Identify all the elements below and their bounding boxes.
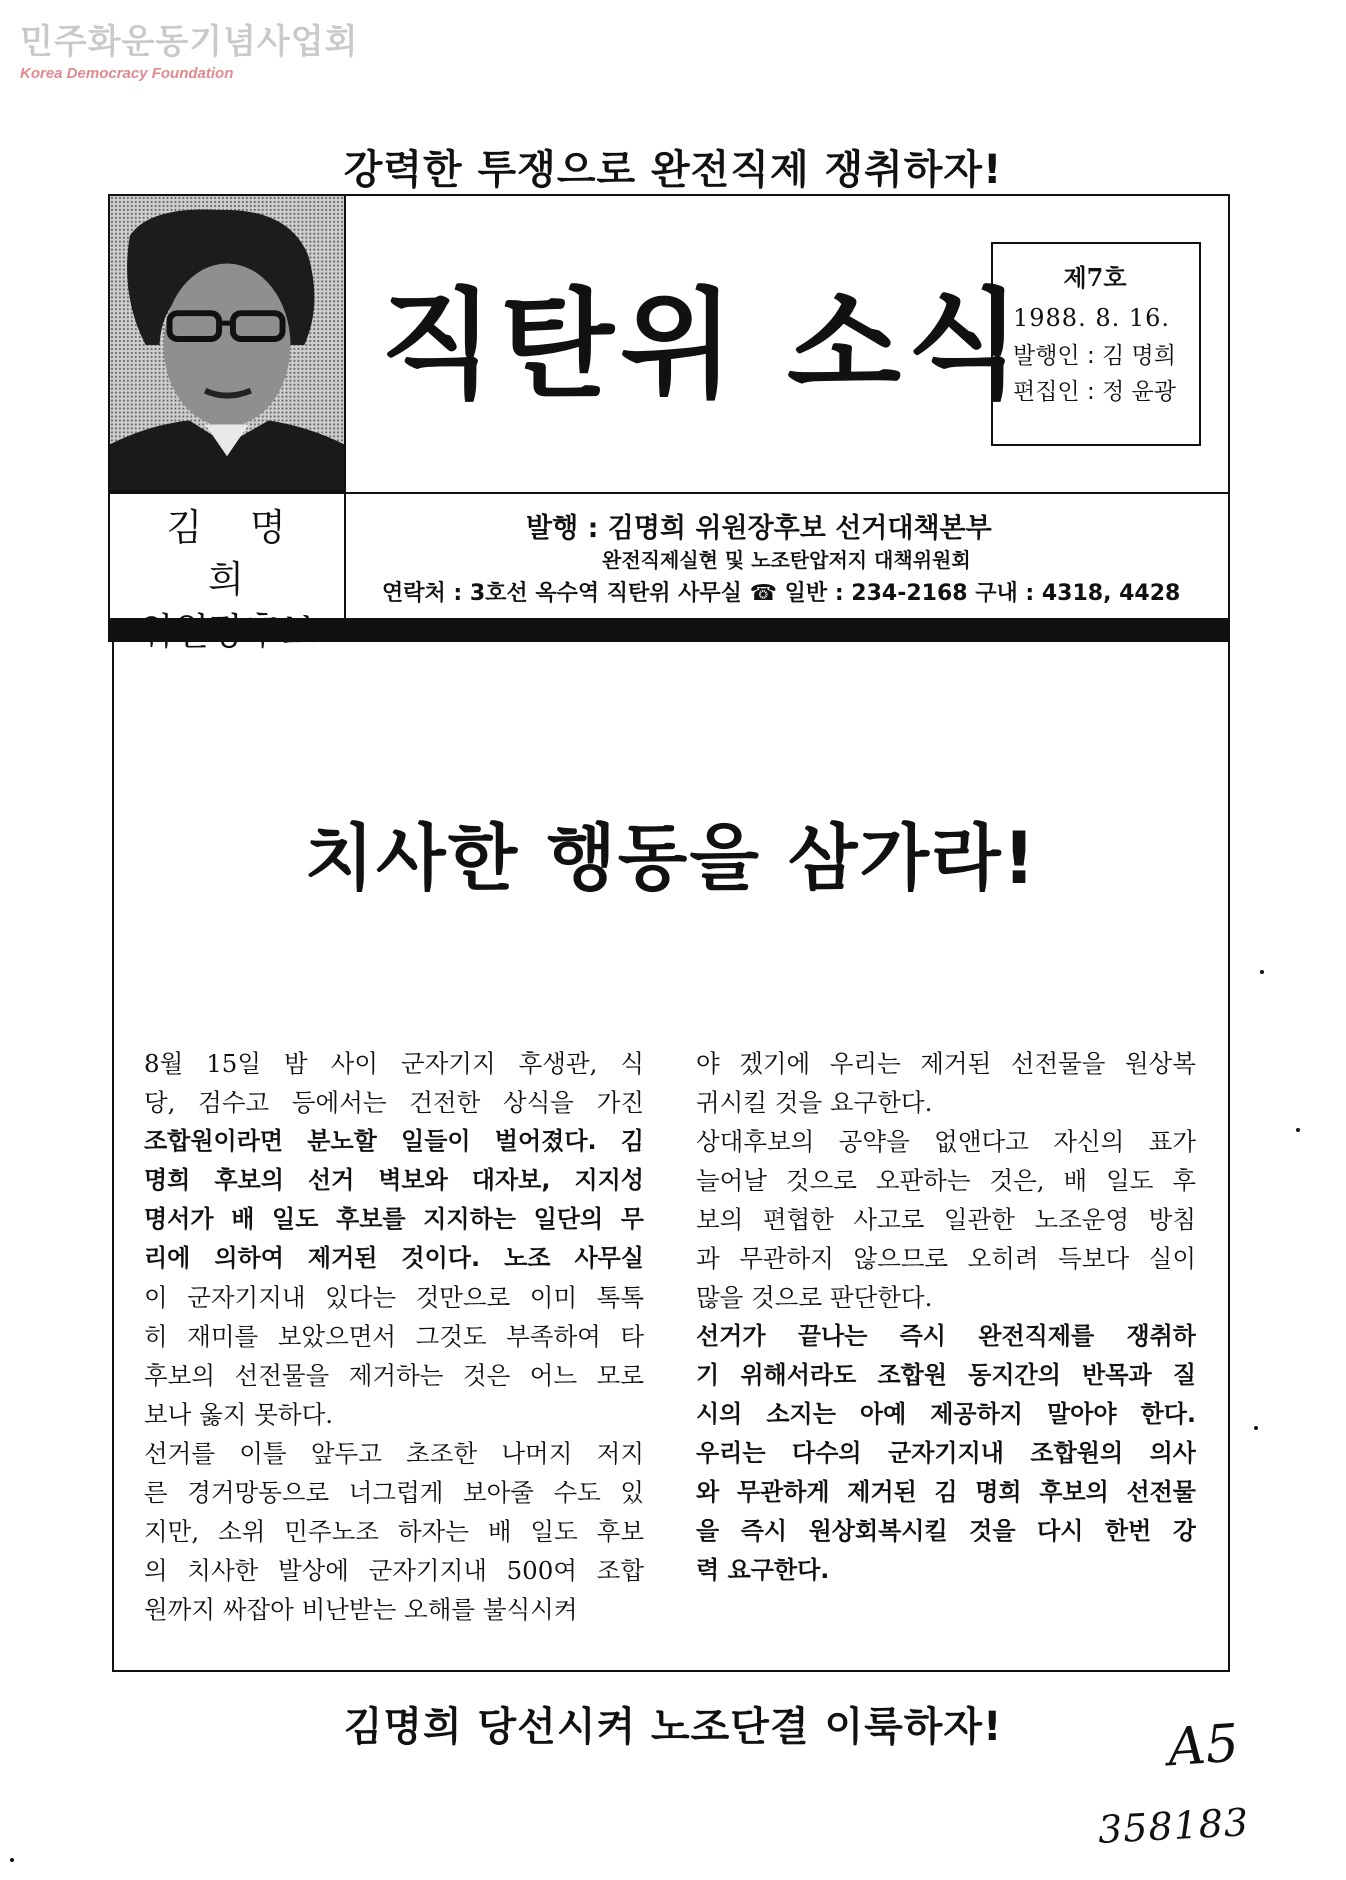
publisher-info bbox=[346, 494, 1228, 618]
article-line: 보의 편협한 사고로 일관한 노조운영 방침 bbox=[696, 1205, 1196, 1234]
speck bbox=[1296, 1128, 1300, 1132]
article-line: 조합원이라면 분노할 일들이 벌어졌다. 김 bbox=[144, 1127, 644, 1155]
article-line: 이 군자기지내 있다는 것만으로 이미 톡톡 bbox=[144, 1283, 644, 1312]
candidate-photo bbox=[110, 196, 346, 492]
article-line: 을 즉시 원상회복시킬 것을 다시 한번 강 bbox=[696, 1517, 1196, 1545]
article-line: 명서가 배 일도 후보를 지지하는 일단의 무 bbox=[144, 1205, 644, 1233]
slogan-top: 강력한 투쟁으로 완전직제 쟁취하자! bbox=[343, 147, 1003, 193]
article-line: 른 경거망동으로 너그럽게 보아줄 수도 있 bbox=[144, 1478, 644, 1507]
article-line: 귀시킬 것을 요구한다. bbox=[696, 1088, 933, 1117]
speck bbox=[10, 1858, 14, 1862]
issue-number: 제7호 bbox=[1063, 263, 1127, 292]
article-line: 선거를 이틀 앞두고 초조한 나머지 저지 bbox=[144, 1439, 644, 1468]
newsletter-title: 직탄위 소식 bbox=[380, 276, 1028, 414]
editor: 편집인 : 정 윤광 bbox=[1013, 379, 1176, 405]
article-box bbox=[112, 642, 1230, 1672]
article-column-left bbox=[144, 1044, 644, 1629]
article-line: 시의 소지는 아예 제공하지 말아야 한다. bbox=[696, 1400, 1196, 1428]
candidate-name: 김 명 희 bbox=[166, 506, 304, 601]
handwritten-line-2: 358183 bbox=[1096, 1800, 1251, 1852]
slogan-bottom: 김명희 당선시켜 노조단결 이룩하자! bbox=[343, 1704, 1003, 1750]
publisher-line-1: 발행 : 김명희 위원장후보 선거대책본부 bbox=[526, 513, 992, 544]
article-line: 당, 검수고 등에서는 건전한 상식을 가진 bbox=[144, 1088, 644, 1117]
article-line: 지만, 소위 민주노조 하자는 배 일도 후보 bbox=[144, 1517, 644, 1546]
speck bbox=[1254, 1426, 1258, 1430]
issue-info-box bbox=[991, 242, 1201, 446]
candidate-label bbox=[110, 494, 346, 618]
article-line: 상대후보의 공약을 없앤다고 자신의 표가 bbox=[696, 1127, 1196, 1156]
watermark-english: Korea Democracy Foundation bbox=[20, 65, 234, 82]
handwritten-line-1: A5 bbox=[1165, 1713, 1241, 1779]
article-line: 의 치사한 발상에 군자기지내 500여 조합 bbox=[144, 1556, 644, 1585]
issue-date: 1988. 8. 16. bbox=[1013, 304, 1171, 332]
article-line: 력 요구한다. bbox=[696, 1556, 830, 1584]
article-line: 명희 후보의 선거 벽보와 대자보, 지지성 bbox=[144, 1166, 644, 1194]
article-line: 늘어날 것으로 오판하는 것은, 배 일도 후 bbox=[696, 1166, 1196, 1195]
watermark bbox=[20, 14, 358, 82]
article-line: 선거가 끝나는 즉시 완전직제를 쟁취하 bbox=[696, 1322, 1196, 1350]
article-line: 야 겠기에 우리는 제거된 선전물을 원상복 bbox=[696, 1049, 1196, 1078]
handwritten-note bbox=[1096, 1713, 1298, 1866]
divider-bar bbox=[108, 620, 1230, 642]
article-line: 보나 옳지 못하다. bbox=[144, 1400, 334, 1429]
article-line: 과 무관하지 않으므로 오히려 득보다 실이 bbox=[696, 1244, 1196, 1273]
contact-line: 연락처 : 3호선 옥수역 직탄위 사무실 ☎ 일반 : 234-2168 구내 : 4318, 4428 bbox=[382, 581, 1181, 606]
article-line: 우리는 다수의 군자기지내 조합원의 의사 bbox=[696, 1439, 1196, 1467]
publisher: 발행인 : 김 명희 bbox=[1013, 343, 1176, 369]
article-line: 후보의 선전물을 제거하는 것은 어느 모로 bbox=[144, 1361, 644, 1390]
article-line: 기 위해서라도 조합원 동지간의 반목과 질 bbox=[696, 1361, 1196, 1389]
watermark-korean: 민주화운동기념사업회 bbox=[20, 22, 359, 62]
article-column-right bbox=[696, 1044, 1196, 1590]
masthead-info-band bbox=[110, 492, 1228, 618]
article-line: 와 무관하게 제거된 김 명희 후보의 선전물 bbox=[696, 1478, 1196, 1506]
article-line: 원까지 싸잡아 비난받는 오해를 불식시켜 bbox=[144, 1595, 578, 1624]
masthead bbox=[108, 194, 1230, 620]
article-line: 리에 의하여 제거된 것이다. 노조 사무실 bbox=[144, 1244, 644, 1272]
article-line: 많을 것으로 판단한다. bbox=[696, 1283, 933, 1312]
article-headline: 치사한 행동을 삼가라! bbox=[304, 816, 1038, 900]
speck bbox=[1260, 970, 1264, 974]
article-line: 8월 15일 밤 사이 군자기지 후생관, 식 bbox=[144, 1049, 644, 1078]
publisher-line-2: 완전직제실현 및 노조탄압저지 대책위원회 bbox=[602, 548, 971, 572]
article-line: 히 재미를 보았으면서 그것도 부족하여 타 bbox=[144, 1322, 644, 1351]
